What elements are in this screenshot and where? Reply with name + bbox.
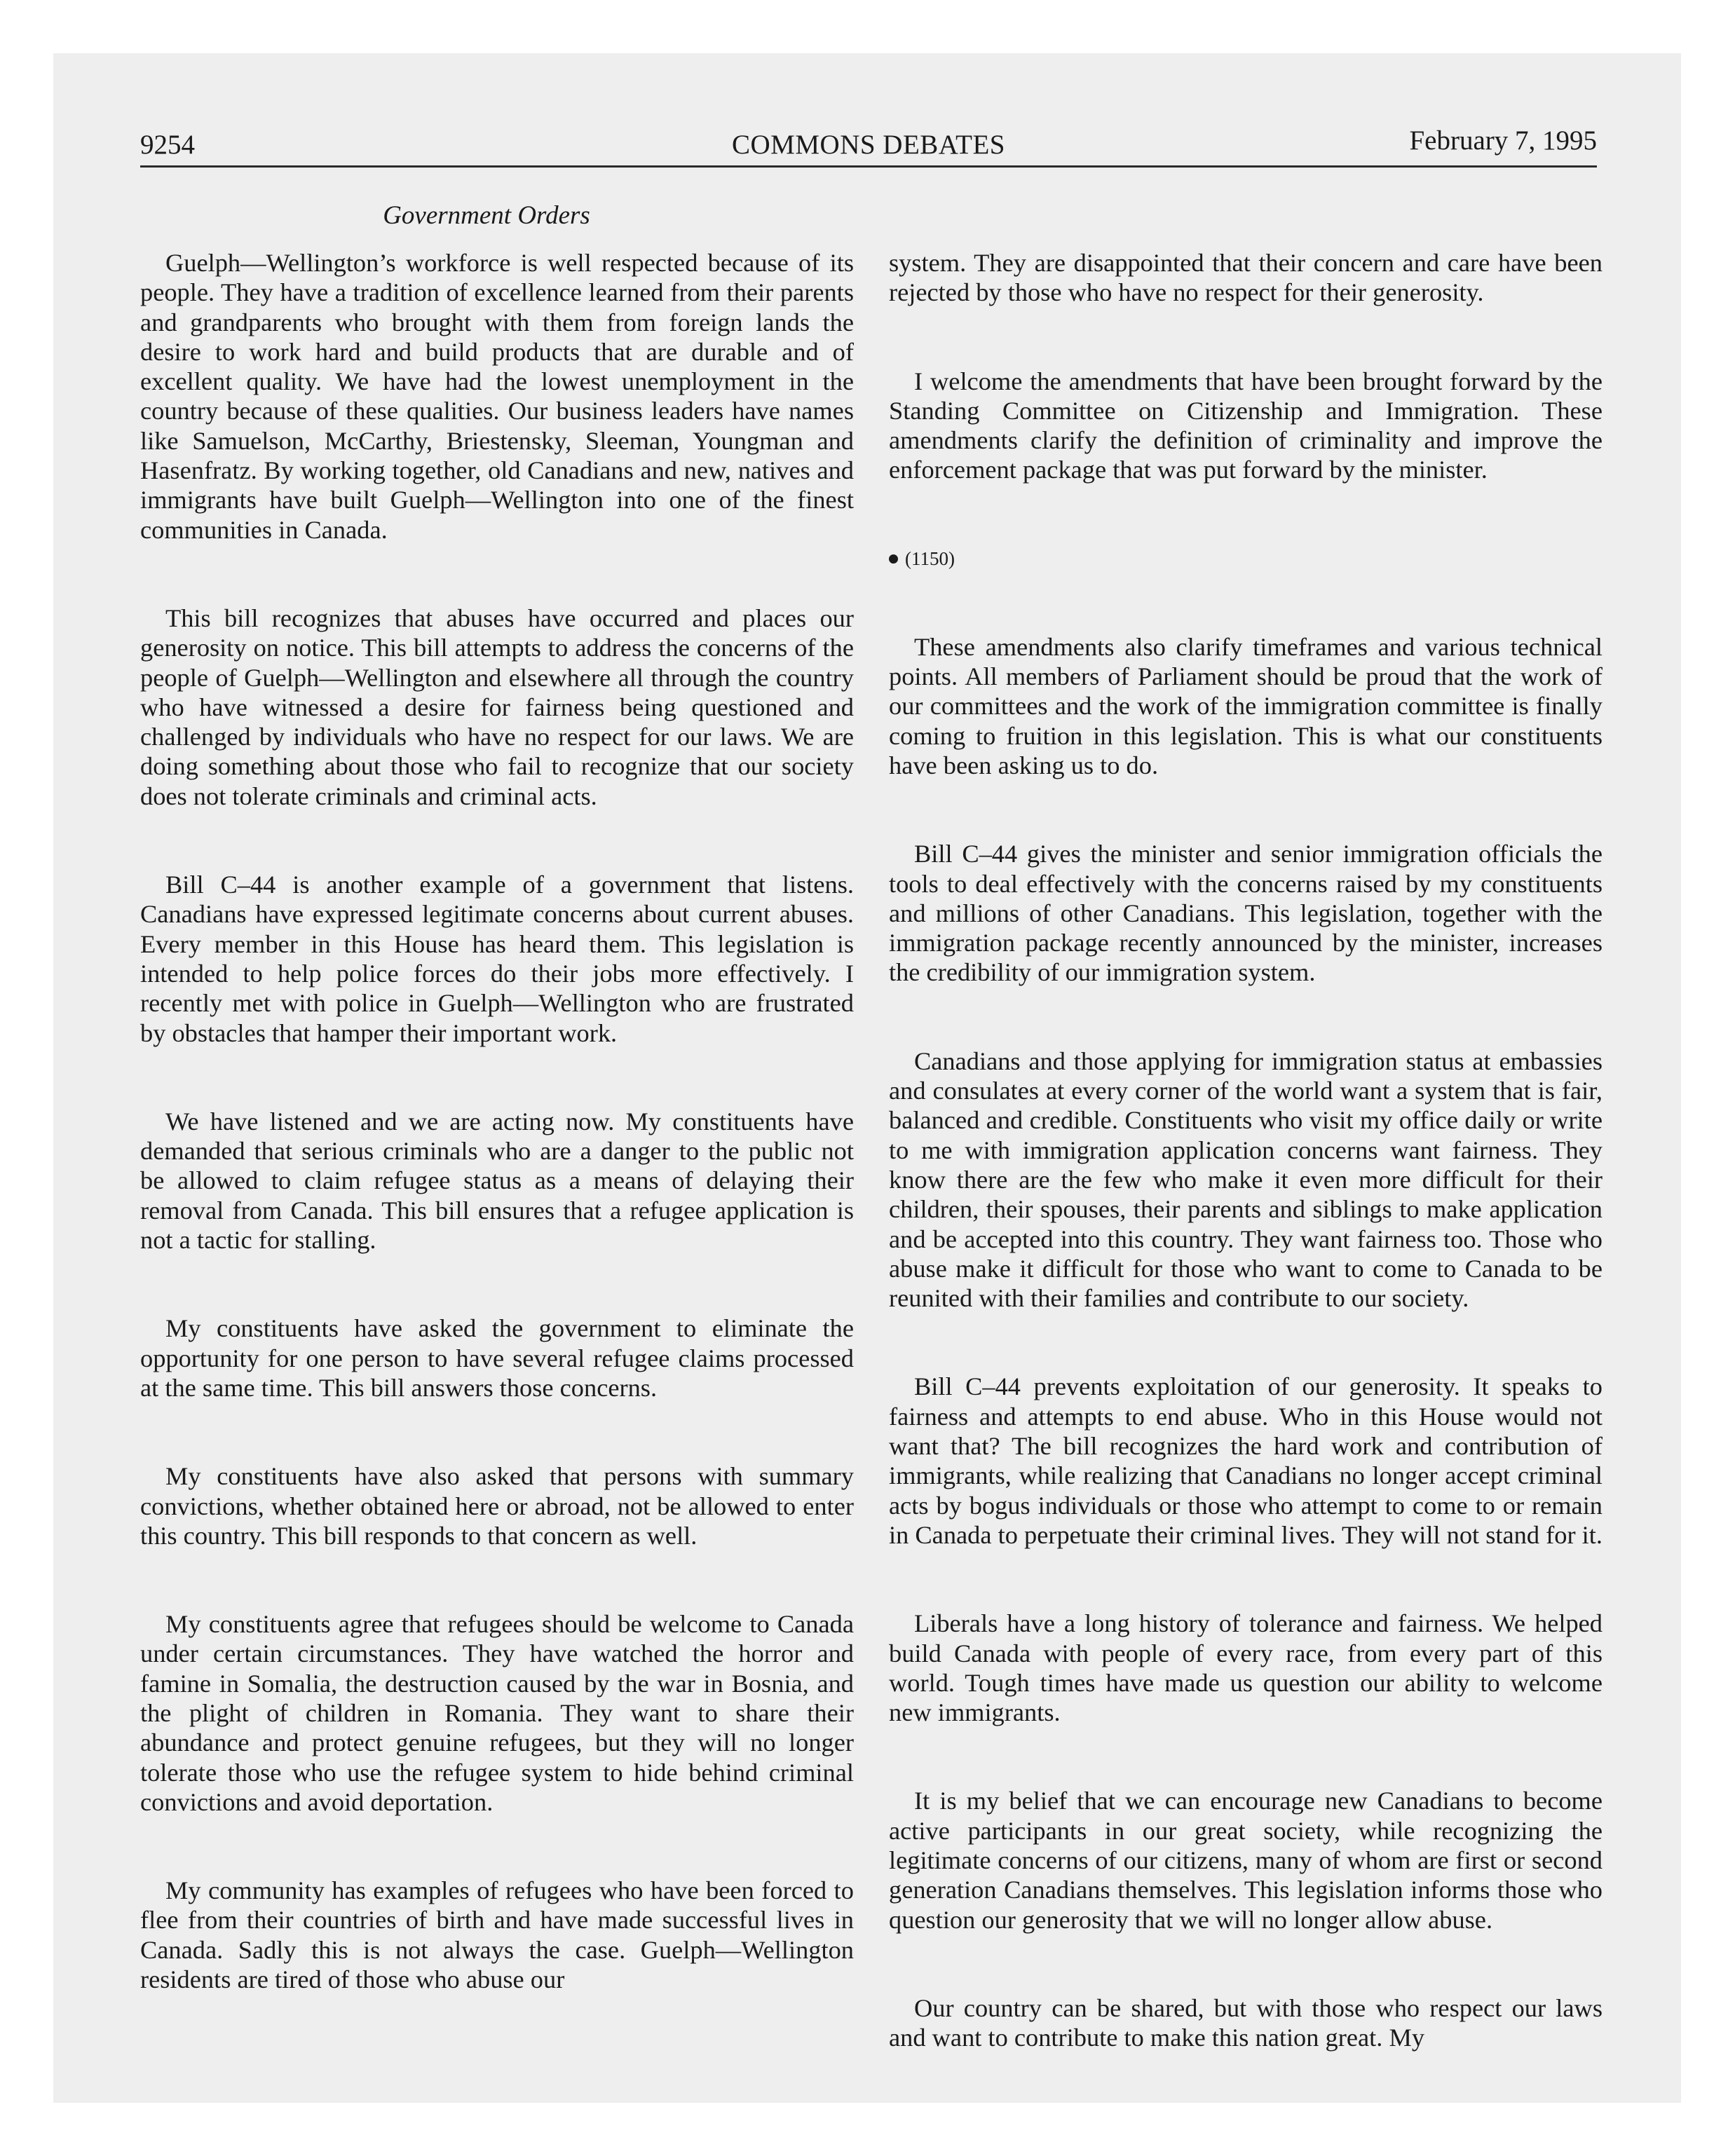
paragraph: My constituents agree that refugees should be welcome to Canada under certain circumstances. They have watched the horror and famine in Somalia, the destruction caused by the war in Bosnia, and the plight of children in Romania. They want to share their abundance and protect genuine refugees, but they will no longer tolerate those who use the refugee system to hide behind criminal convictions and avoid deportation. — [140, 1610, 854, 1816]
paragraph: My constituents have asked the government to eliminate the opportunity for one person to have several refugee claims processed at the same time. This bill answers those concerns. — [140, 1314, 854, 1402]
paragraph: Bill C–44 is another example of a government that listens. Canadians have expressed legitimate concerns about current abuses. Every member in this House has heard them. This legislation is intended to help police forces do their jobs more effectively. I recently met with police in Guelph—Wellington who are frustrated by obstacles that hamper their important work. — [140, 871, 854, 1047]
left-column — [140, 248, 854, 1994]
paragraph: My constituents have also asked that persons with summary convictions, whether obtained here or abroad, not be allowed to enter this country. This bill responds to that concern as well. — [140, 1462, 854, 1550]
paragraph: We have listened and we are acting now. My constituents have demanded that serious criminals who are a danger to the public not be allowed to claim refugee status as a means of delaying their removal from Canada. This bill ensures that a refugee application is not a tactic for stalling. — [140, 1107, 854, 1255]
running-header — [140, 125, 1597, 168]
paragraph: I welcome the amendments that have been brought forward by the Standing Committee on Citizenship and Immigration. These amendments clarify the definition of criminality and improve the enforcement package that was put forward by the minister. — [889, 367, 1603, 484]
paragraph: Our country can be shared, but with those who respect our laws and want to contribute to make this nation great. My — [889, 1993, 1603, 2052]
paragraph: Bill C–44 prevents exploitation of our generosity. It speaks to fairness and attempts to end abuse. Who in this House would not want that? The bill recognizes the hard work and contribution of immigrants, while realizing that Canadians no longer accept criminal acts by bogus individuals or those who attempt to come to or remain in Canada to perpetuate their criminal lives. They will not stand for it. — [889, 1372, 1603, 1549]
paragraph: It is my belief that we can encourage new Canadians to become active participants in our great society, while recognizing the legitimate concerns of our citizens, many of whom are first or second generation Canadians themselves. This legislation informs those who question our generosity that we will no longer allow abuse. — [889, 1787, 1603, 1934]
paragraph: Liberals have a long history of tolerance and fairness. We helped build Canada with people of every race, from every part of this world. Tough times have made us question our ability to welcome new immigrants. — [889, 1609, 1603, 1727]
paragraph: Bill C–44 gives the minister and senior immigration officials the tools to deal effectively with the concerns raised by my constituents and millions of other Canadians. This legislation, together with the immigration package recently announced by the minister, increases the credibility of our immigration system. — [889, 840, 1603, 987]
publication-title: COMMONS DEBATES — [732, 130, 1005, 160]
right-column — [889, 248, 1603, 2052]
paragraph: system. They are disappointed that their concern and care have been rejected by those who have no respect for their generosity. — [889, 249, 1603, 307]
paragraph: These amendments also clarify timeframes and various technical points. All members of Parliament should be proud that the work of our committees and the work of the immigration committee is finally coming to fruition in this legislation. This is what our constituents have been asking us to do. — [889, 632, 1603, 779]
time-marker-label: (1150) — [905, 547, 955, 569]
paragraph: My community has examples of refugees who have been forced to flee from their countries of birth and have made successful lives in Canada. Sadly this is not always the case. Guelph—Wellington residents are tired of those who abuse our — [140, 1876, 854, 1994]
paragraph: Canadians and those applying for immigration status at embassies and consulates at every corner of the world want a system that is fair, balanced and credible. Constituents who visit my office daily or write to me with immigration application concerns want fairness. They know there are the few who make it even more difficult for their children, their spouses, their parents and siblings to make application and be accepted into this country. They want fairness too. Those who abuse make it difficult for those who want to come to Canada to be reunited with their families and contribute to our society. — [889, 1046, 1603, 1313]
header-date: February 7, 1995 — [1409, 125, 1597, 156]
bullet-icon — [889, 554, 898, 564]
paragraph: Guelph—Wellington’s workforce is well respected because of its people. They have a tradition of excellence learned from their parents and grandparents who brought with them from foreign lands the desire to work hard and build products that are durable and of excellent quality. We have had the lowest unemployment in the country because of these qualities. Our business leaders have names like Samuelson, McCarthy, Briestensky, Sleeman, Youngman and Hasenfratz. By working together, old Canadians and new, natives and immigrants have built Guelph—Wellington into one of the finest communities in Canada. — [140, 249, 854, 544]
time-marker — [889, 544, 1603, 573]
section-title: Government Orders — [383, 201, 590, 230]
page-number: 9254 — [140, 130, 195, 160]
paragraph: This bill recognizes that abuses have occurred and places our generosity on notice. This bill attempts to address the concerns of the people of Guelph—Wellington and elsewhere all through the country who have witnessed a desire for fairness being questioned and challenged by individuals who have no respect for our laws. We are doing something about those who fail to recognize that our society does not tolerate criminals and criminal acts. — [140, 603, 854, 810]
